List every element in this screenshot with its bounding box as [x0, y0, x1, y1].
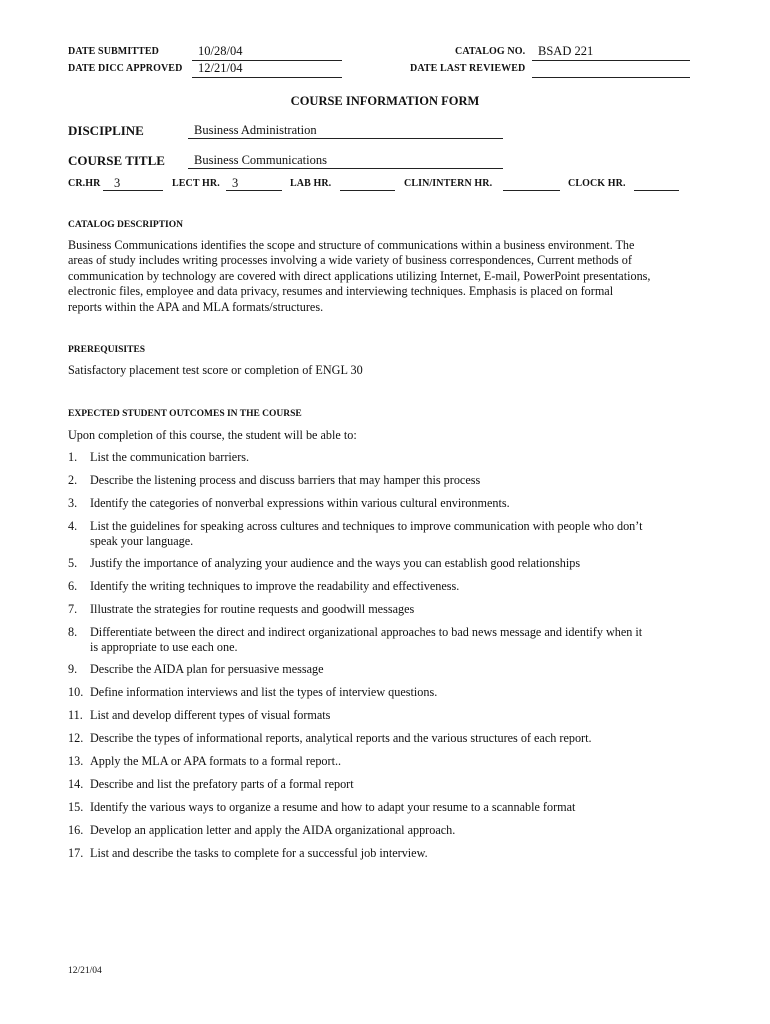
- list-item-text: Describe the listening process and discuss barriers that may hamper this process: [90, 473, 481, 487]
- catalog-description-heading: CATALOG DESCRIPTION: [68, 220, 183, 230]
- cr-hr-value: 3: [114, 176, 121, 190]
- cr-hr-underline: [103, 190, 163, 191]
- date-dicc-underline: [192, 77, 342, 78]
- list-item-number: 6.: [68, 579, 78, 593]
- list-item-number: 12.: [68, 731, 84, 745]
- list-item-number: 3.: [68, 496, 78, 510]
- list-item-number: 9.: [68, 662, 78, 676]
- date-reviewed-label: DATE LAST REVIEWED: [410, 63, 526, 74]
- prerequisites-text: Satisfactory placement test score or completion of ENGL 30: [68, 363, 363, 377]
- catalog-line: communication by technology are covered with direct applications utilizing Internet, E-mail, PowerPoint presentations,: [68, 268, 651, 283]
- list-item-text: List and describe the tasks to complete for a successful job interview.: [90, 846, 428, 860]
- catalog-line: reports within the APA and MLA formats/structures.: [68, 299, 324, 314]
- list-item-text: Illustrate the strategies for routine requests and goodwill messages: [90, 602, 415, 616]
- lect-hr-label: LECT HR.: [172, 178, 220, 189]
- course-title-underline: [188, 168, 503, 169]
- discipline-value: Business Administration: [194, 123, 317, 137]
- list-item-number: 14.: [68, 777, 84, 791]
- catalog-no-underline: [532, 60, 690, 61]
- date-dicc-label: DATE DICC APPROVED: [68, 63, 183, 74]
- catalog-line: Business Communications identifies the scope and structure of communications within a business environment. The: [68, 238, 635, 252]
- list-item-number: 15.: [68, 800, 84, 814]
- list-item-number: 7.: [68, 602, 78, 616]
- list-item-text: Develop an application letter and apply the AIDA organizational approach.: [90, 823, 456, 837]
- outcomes-heading: EXPECTED STUDENT OUTCOMES IN THE COURSE: [68, 409, 302, 419]
- list-item-text: Identify the writing techniques to improve the readability and effectiveness.: [90, 579, 460, 593]
- list-item-text: Apply the MLA or APA formats to a formal report..: [90, 754, 342, 768]
- list-item-text: Describe the types of informational reports, analytical reports and the various structures of each report.: [90, 731, 592, 745]
- list-item-number: 11.: [68, 708, 83, 722]
- lect-hr-value: 3: [232, 176, 239, 190]
- course-title-value: Business Communications: [194, 153, 327, 167]
- outcomes-intro: Upon completion of this course, the student will be able to:: [68, 428, 357, 442]
- clock-hr-underline: [634, 190, 679, 191]
- lect-hr-underline: [226, 190, 282, 191]
- discipline-underline: [188, 138, 503, 139]
- list-item-text: List the communication barriers.: [90, 450, 250, 464]
- list-item-number: 5.: [68, 556, 78, 570]
- list-item-text: List the guidelines for speaking across cultures and techniques to improve communication with people who don’t: [90, 519, 643, 533]
- list-item-text-continued: is appropriate to use each one.: [90, 640, 238, 655]
- clin-intern-hr-label: CLIN/INTERN HR.: [404, 178, 493, 189]
- prerequisites-heading: PREREQUISITES: [68, 345, 146, 355]
- list-item-number: 1.: [68, 450, 78, 464]
- clin-intern-hr-underline: [503, 190, 560, 191]
- list-item-text: Describe and list the prefatory parts of a formal report: [90, 777, 354, 791]
- date-submitted-value: 10/28/04: [198, 44, 243, 58]
- course-title-label: COURSE TITLE: [68, 153, 165, 168]
- discipline-label: DISCIPLINE: [68, 123, 144, 138]
- date-reviewed-underline: [532, 77, 690, 78]
- footer-date: 12/21/04: [68, 966, 102, 976]
- list-item-number: 2.: [68, 473, 78, 487]
- clock-hr-label: CLOCK HR.: [568, 178, 626, 189]
- list-item-text: Identify the categories of nonverbal expressions within various cultural environments.: [90, 496, 510, 510]
- catalog-no-label: CATALOG NO.: [455, 46, 526, 57]
- list-item-text: Identify the various ways to organize a resume and how to adapt your resume to a scannable format: [90, 800, 576, 814]
- list-item-text-continued: speak your language.: [90, 534, 194, 549]
- list-item-number: 10.: [68, 685, 84, 699]
- list-item-text: Differentiate between the direct and indirect organizational approaches to bad news message and identify when it: [90, 625, 643, 639]
- list-item-text: Justify the importance of analyzing your audience and the ways you can establish good relationships: [90, 556, 581, 570]
- list-item-number: 8.: [68, 625, 78, 639]
- list-item-text: Define information interviews and list the types of interview questions.: [90, 685, 438, 699]
- lab-hr-underline: [340, 190, 395, 191]
- catalog-line: electronic files, employee and data privacy, resumes and interviewing techniques. Emphasis is placed on formal: [68, 284, 614, 299]
- date-dicc-value: 12/21/04: [198, 61, 243, 75]
- list-item-text: List and develop different types of visual formats: [90, 708, 331, 722]
- list-item-number: 13.: [68, 754, 84, 768]
- catalog-line: areas of study includes writing processes involving a wide variety of business correspondences, Current methods of: [68, 253, 632, 268]
- list-item-number: 16.: [68, 823, 84, 837]
- catalog-no-value: BSAD 221: [538, 44, 594, 58]
- list-item-number: 4.: [68, 519, 78, 533]
- form-title: COURSE INFORMATION FORM: [290, 94, 480, 108]
- lab-hr-label: LAB HR.: [290, 178, 332, 189]
- date-submitted-label: DATE SUBMITTED: [68, 46, 159, 57]
- list-item-number: 17.: [68, 846, 84, 860]
- list-item-text: Describe the AIDA plan for persuasive message: [90, 662, 324, 676]
- cr-hr-label: CR.HR: [68, 178, 101, 189]
